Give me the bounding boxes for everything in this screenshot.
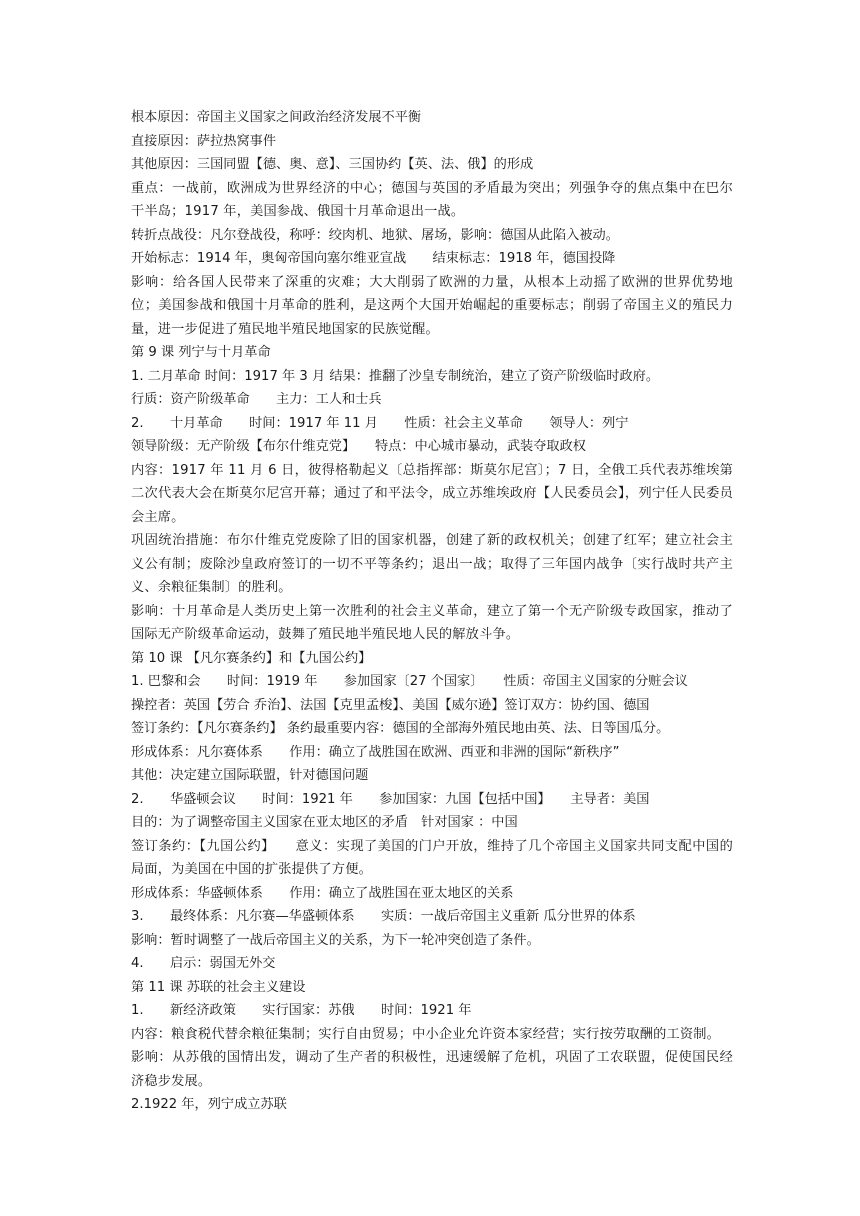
text-paragraph: 内容：粮食税代替余粮征集制；实行自由贸易；中小企业允许资本家经营；实行按劳取酬的工资制。 — [131, 1026, 721, 1042]
text-line: 1. 巴黎和会 时间：1919 年 参加国家〔27 个国家〕 性质：帝国主义国家的分赃会议 — [131, 674, 688, 689]
text-line: 其他原因：三国同盟【德、奥、意】、三国协约【英、法、俄】的形成 — [131, 157, 534, 172]
text-line: 其他：决定建立国际联盟，针对德国问题 — [131, 768, 369, 783]
text-paragraph: 影响：从苏俄的国情出发，调动了生产者的积极性，迅速缓解了危机，巩固了工农联盟，促使国民经济稳步发展。 — [131, 1050, 733, 1089]
text-line: 形成体系：凡尔赛体系 作用：确立了战胜国在欧洲、西亚和非洲的国际“新秩序” — [131, 744, 620, 760]
lesson-heading: 第 9 课 列宁与十月革命 — [131, 345, 271, 360]
text-line: 影响：暂时调整了一战后帝国主义的关系，为下一轮冲突创造了条件。 — [131, 932, 540, 948]
text-paragraph: 内容：1917 年 11 月 6 日，彼得格勒起义〔总指挥部：斯莫尔尼宫〕；7 日，全俄工兵代表苏维埃第二次代表大会在斯莫尔尼宫开幕；通过了和平法令，成立苏维埃政府【人民委员会】，列宁任人民委员会主席。 — [131, 462, 733, 525]
text-line: 形成体系：华盛顿体系 作用：确立了战胜国在亚太地区的关系 — [131, 885, 514, 901]
text-line: 2. 华盛顿会议 时间：1921 年 参加国家：九国【包括中国】 主导者：美国 — [131, 791, 650, 807]
text-line: 行质：资产阶级革命 主力：工人和士兵 — [131, 392, 382, 407]
document-page — [131, 106, 733, 1117]
text-line: 操控者：英国【劳合 乔治】、法国【克里孟梭】、美国【威尔逊】签订双方：协约国、德国 — [131, 697, 650, 713]
text-line: 目的：为了调整帝国主义国家在亚太地区的矛盾 针对国家 ：中国 — [131, 815, 518, 830]
text-line: 开始标志：1914 年，奥匈帝国向塞尔维亚宣战 结束标志：1918 年，德国投降 — [131, 251, 616, 266]
lesson-heading: 第 10 课 【凡尔赛条约】和【九国公约】 — [131, 650, 372, 666]
lesson-heading: 第 11 课 苏联的社会主义建设 — [131, 979, 306, 995]
text-paragraph: 签订条约：【九国公约】 意义：实现了美国的门户开放，维持了几个帝国主义国家共同支配中国的局面，为美国在中国的扩张提供了方便。 — [131, 838, 733, 877]
text-line: 1. 新经济政策 实行国家：苏俄 时间：1921 年 — [131, 1003, 472, 1018]
text-line: 签订条约：【凡尔赛条约】 条约最重要内容：德国的全部海外殖民地由英、法、日等国瓜分。 — [131, 721, 670, 736]
text-line: 根本原因：帝国主义国家之间政治经济发展不平衡 — [131, 110, 422, 125]
text-paragraph: 影响：十月革命是人类历史上第一次胜利的社会主义革命，建立了第一个无产阶级专政国家，推动了国际无产阶级革命运动，鼓舞了殖民地半殖民地人民的解放斗争。 — [131, 603, 733, 642]
text-paragraph: 影响：给各国人民带来了深重的灾难；大大削弱了欧洲的力量，从根本上动摇了欧洲的世界优势地位；美国参战和俄国十月革命的胜利，是这两个大国开始崛起的重要标志；削弱了帝国主义的殖民力量，进一步促进了殖民地半殖民地国家的民族觉醒。 — [131, 274, 733, 337]
text-line: 3. 最终体系：凡尔赛—华盛顿体系 实质：一战后帝国主义重新 瓜分世界的体系 — [131, 909, 636, 924]
text-line: 2.1922 年，列宁成立苏联 — [131, 1097, 287, 1112]
text-line: 1. 二月革命 时间：1917 年 3 月 结果：推翻了沙皇专制统治，建立了资产阶级临时政府。 — [131, 368, 660, 384]
text-line: 转折点战役：凡尔登战役，称呼：绞肉机、地狱、屠场，影响：德国从此陷入被动。 — [131, 227, 619, 243]
text-line: 4. 启示：弱国无外交 — [131, 956, 276, 971]
text-line: 领导阶级：无产阶级【布尔什维克党】 特点：中心城市暴动，武装夺取政权 — [131, 439, 586, 454]
text-paragraph: 巩固统治措施：布尔什维克党废除了旧的国家机器，创建了新的政权机关；创建了红军；建立社会主义公有制；废除沙皇政府签订的一切不平等条约；退出一战；取得了三年国内战争〔实行战时共产主义、余粮征集制〕的胜利。 — [131, 533, 733, 595]
text-paragraph: 重点：一战前，欧洲成为世界经济的中心；德国与英国的矛盾最为突出；列强争夺的焦点集中在巴尔干半岛；1917 年，美国参战、俄国十月革命退出一战。 — [131, 180, 733, 219]
text-line: 2. 十月革命 时间：1917 年 11 月 性质：社会主义革命 领导人：列宁 — [131, 415, 629, 431]
text-line: 直接原因：萨拉热窝事件 — [131, 133, 277, 149]
